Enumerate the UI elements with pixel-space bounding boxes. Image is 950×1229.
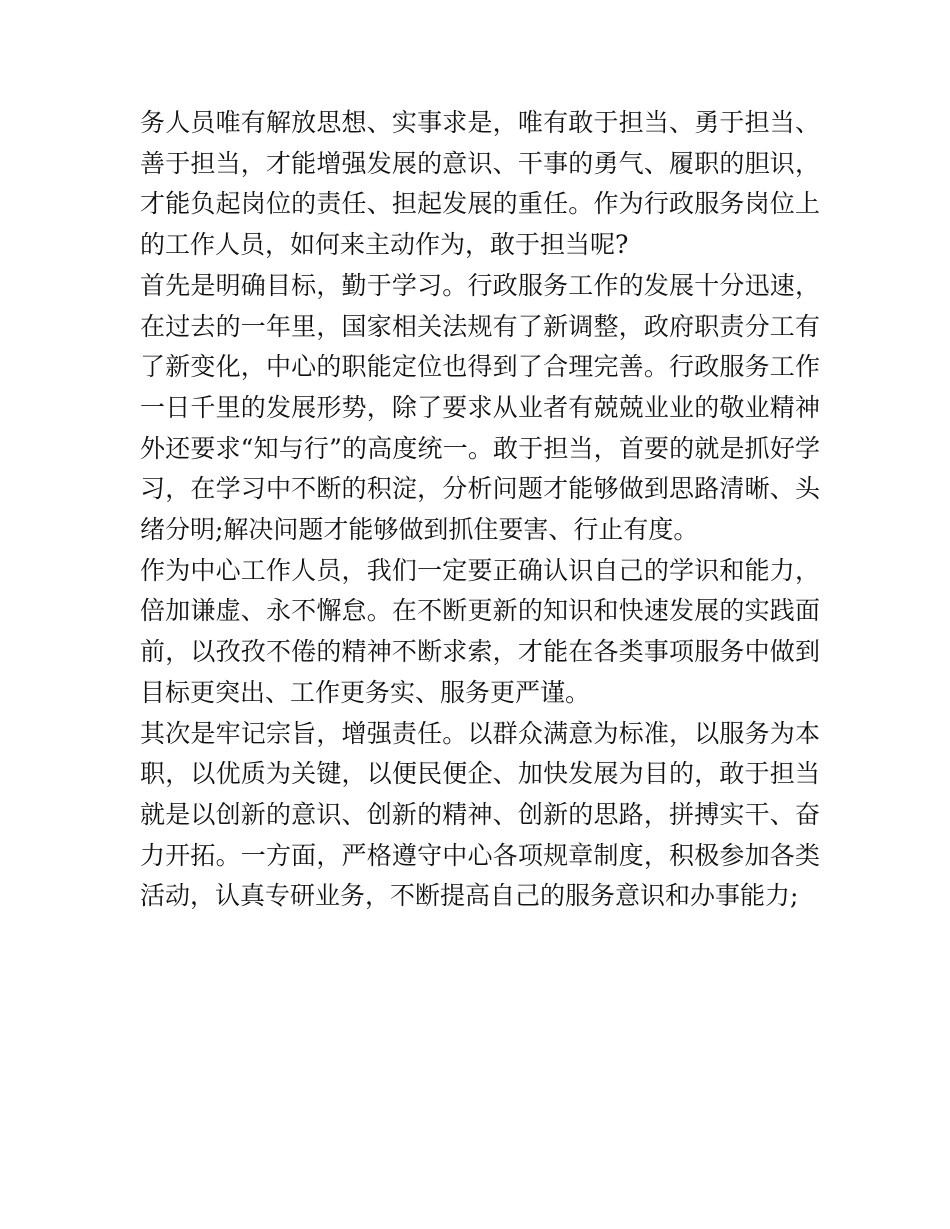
text-line: 在过去的一年里，国家相关法规有了新调整，政府职责分工有 (140, 311, 820, 341)
document-body (140, 103, 820, 917)
text-line: 活动，认真专研业务，不断提高自己的服务意识和办事能力; (140, 881, 799, 911)
text-line: 了新变化，中心的职能定位也得到了合理完善。行政服务工作 (140, 352, 820, 382)
text-line: 首先是明确目标，勤于学习。行政服务工作的发展十分迅速， (140, 270, 820, 300)
text-line: 倍加谦虚、永不懈怠。在不断更新的知识和快速发展的实践面 (140, 596, 820, 626)
text-line: 职，以优质为关键，以便民便企、加快发展为目的，敢于担当 (140, 759, 820, 789)
text-line: 力开拓。一方面，严格遵守中心各项规章制度，积极参加各类 (140, 840, 820, 870)
text-line: 就是以创新的意识、创新的精神、创新的思路，拼搏实干、奋 (140, 799, 820, 829)
text-line: 务人员唯有解放思想、实事求是，唯有敢于担当、勇于担当、 (140, 108, 820, 137)
text-line: 前，以孜孜不倦的精神不断求索，才能在各类事项服务中做到 (140, 637, 820, 667)
text-line: 目标更突出、工作更务实、服务更严谨。 (140, 677, 591, 707)
text-line: 善于担当，才能增强发展的意识、干事的勇气、履职的胆识， (140, 148, 820, 178)
text-line: 外还要求“知与行”的高度统一。敢于担当，首要的就是抓好学 (140, 433, 820, 463)
text-line: 作为中心工作人员，我们一定要正确认识自己的学识和能力， (140, 555, 820, 585)
text-line: 一日千里的发展形势，除了要求从业者有兢兢业业的敬业精神 (140, 392, 820, 422)
text-line: 其次是牢记宗旨，增强责任。以群众满意为标准，以服务为本 (140, 718, 820, 748)
text-line: 的工作人员，如何来主动作为，敢于担当呢? (140, 230, 629, 260)
text-line: 绪分明;解决问题才能够做到抓住要害、行止有度。 (140, 515, 699, 545)
text-line: 习，在学习中不断的积淀，分析问题才能够做到思路清晰、头 (140, 474, 820, 504)
text-line: 才能负起岗位的责任、担起发展的重任。作为行政服务岗位上 (140, 189, 820, 219)
